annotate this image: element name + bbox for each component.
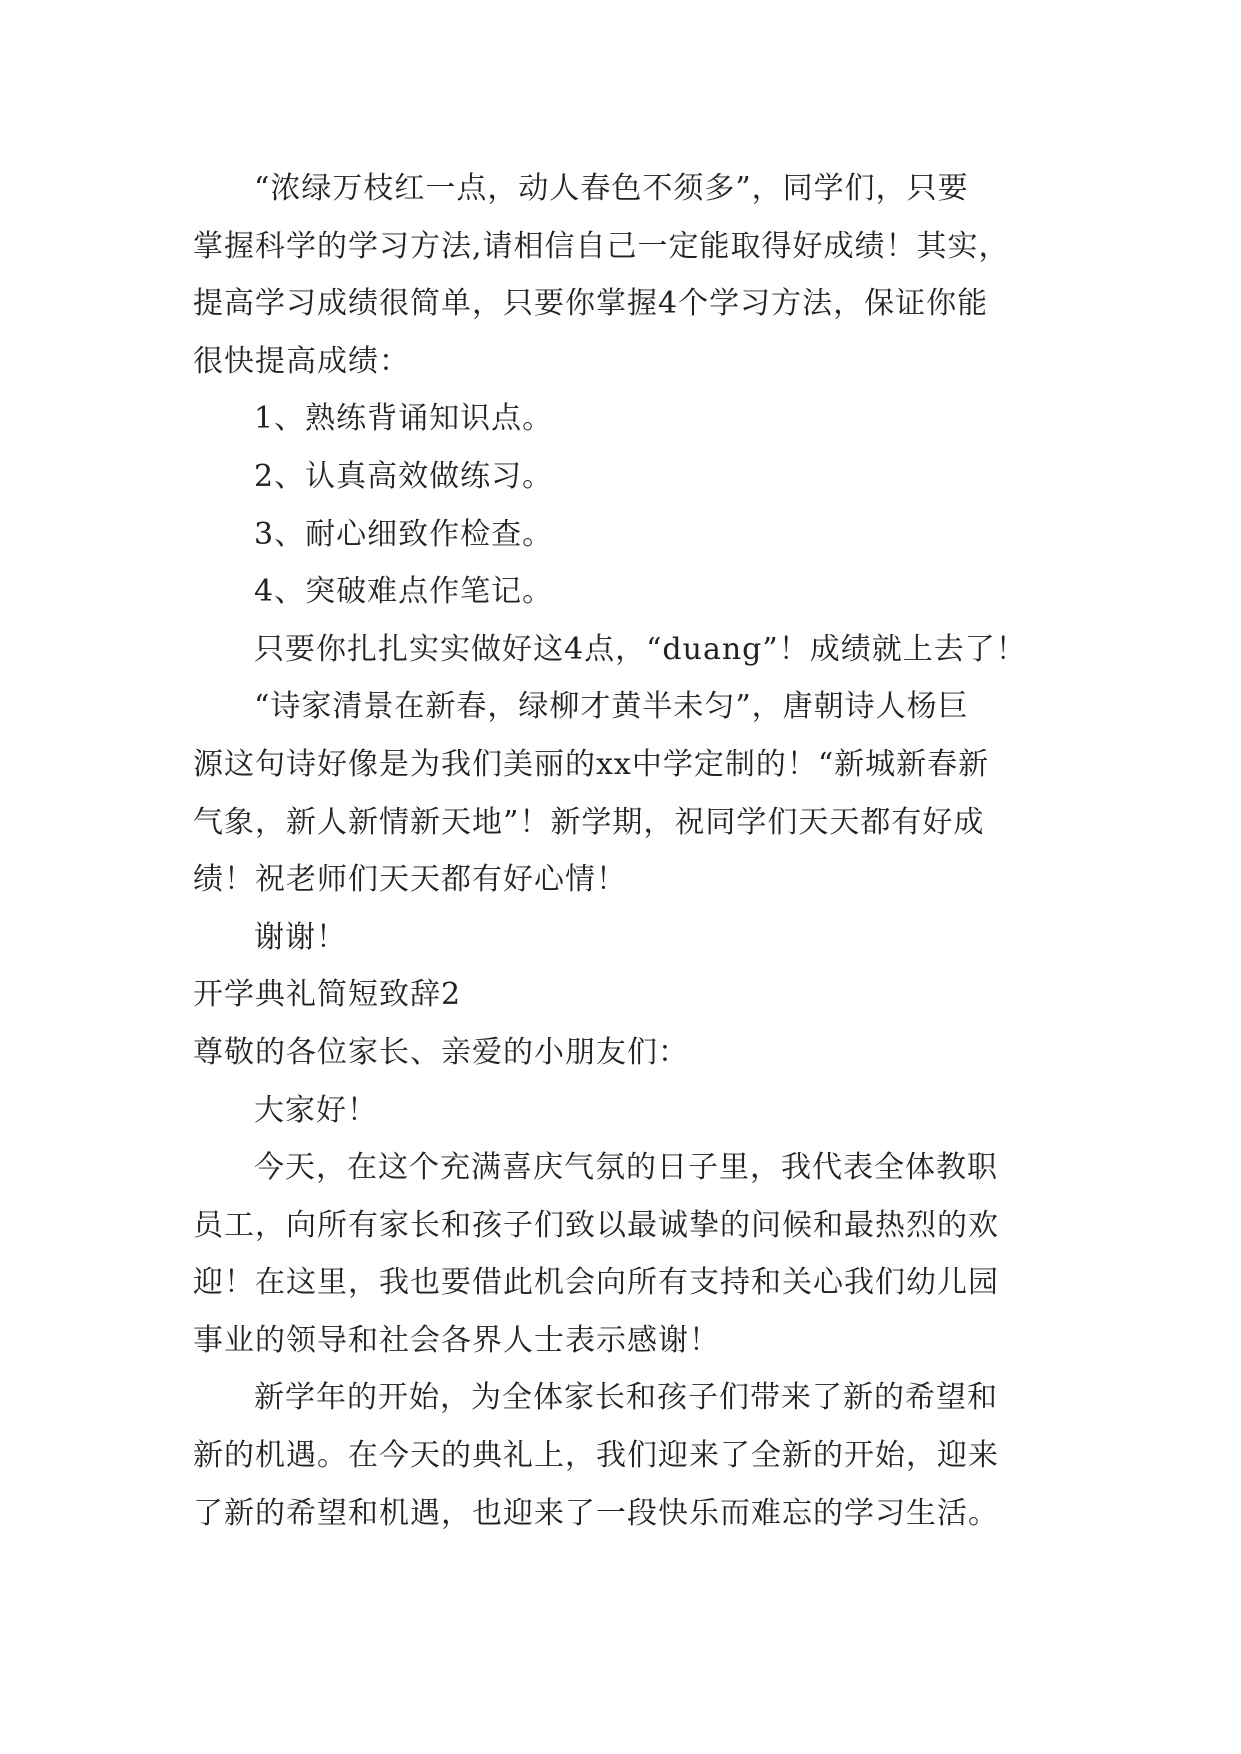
intro-line: 掌握科学的学习方法,请相信自己一定能取得好成绩！其实， bbox=[193, 228, 1010, 264]
intro-line: 很快提高成绩： bbox=[193, 343, 410, 379]
poem-line: 气象，新人新情新天地”！新学期，祝同学们天天都有好成 bbox=[193, 804, 985, 840]
greeting-paragraph bbox=[193, 1082, 1093, 1140]
duang-paragraph bbox=[193, 621, 1093, 679]
intro-paragraph bbox=[193, 160, 1093, 390]
list-item: 1、熟练背诵知识点。 bbox=[254, 401, 554, 437]
welcome-line: 迎！在这里，我也要借此机会向所有支持和关心我们幼儿园 bbox=[193, 1265, 999, 1301]
thanks-text: 谢谢！ bbox=[254, 919, 347, 955]
list-item: 2、认真高效做练习。 bbox=[254, 458, 554, 494]
intro-line: “浓绿万枝红一点，动人春色不须多”，同学们，只要 bbox=[254, 171, 969, 206]
welcome-line: 今天，在这个充满喜庆气氛的日子里，我代表全体教职 bbox=[254, 1150, 998, 1186]
section-title bbox=[193, 966, 1093, 1024]
salutation-text: 尊敬的各位家长、亲爱的小朋友们： bbox=[193, 1034, 689, 1070]
greeting-text: 大家好！ bbox=[254, 1092, 378, 1128]
list-item: 3、耐心细致作检查。 bbox=[254, 516, 554, 552]
poem-paragraph bbox=[193, 678, 1093, 908]
new-year-line: 新学年的开始，为全体家长和孩子们带来了新的希望和 bbox=[254, 1380, 998, 1416]
duang-line: 只要你扎扎实实做好这4点，“duang”！成绩就上去了！ bbox=[254, 631, 1027, 667]
poem-line: “诗家清景在新春，绿柳才黄半未匀”，唐朝诗人杨巨 bbox=[254, 689, 969, 725]
welcome-line: 员工，向所有家长和孩子们致以最诚挚的问候和最热烈的欢 bbox=[193, 1207, 999, 1243]
new-year-line: 了新的希望和机遇，也迎来了一段快乐而难忘的学习生活。 bbox=[193, 1495, 999, 1531]
salutation-paragraph bbox=[193, 1024, 1093, 1082]
poem-line: 绩！祝老师们天天都有好心情！ bbox=[193, 862, 627, 898]
document-body bbox=[193, 160, 1093, 1542]
new-year-line: 新的机遇。在今天的典礼上，我们迎来了全新的开始，迎来 bbox=[193, 1438, 999, 1474]
welcome-paragraph bbox=[193, 1139, 1093, 1369]
list-item: 4、突破难点作笔记。 bbox=[254, 574, 554, 610]
method-list bbox=[193, 390, 1093, 620]
intro-line: 提高学习成绩很简单，只要你掌握4个学习方法，保证你能 bbox=[193, 286, 989, 322]
poem-line: 源这句诗好像是为我们美丽的xx中学定制的！“新城新春新 bbox=[193, 746, 990, 782]
thanks-paragraph bbox=[193, 909, 1093, 967]
welcome-line: 事业的领导和社会各界人士表示感谢！ bbox=[193, 1322, 720, 1358]
new-year-paragraph bbox=[193, 1369, 1093, 1542]
section-title-text: 开学典礼简短致辞2 bbox=[193, 977, 462, 1013]
